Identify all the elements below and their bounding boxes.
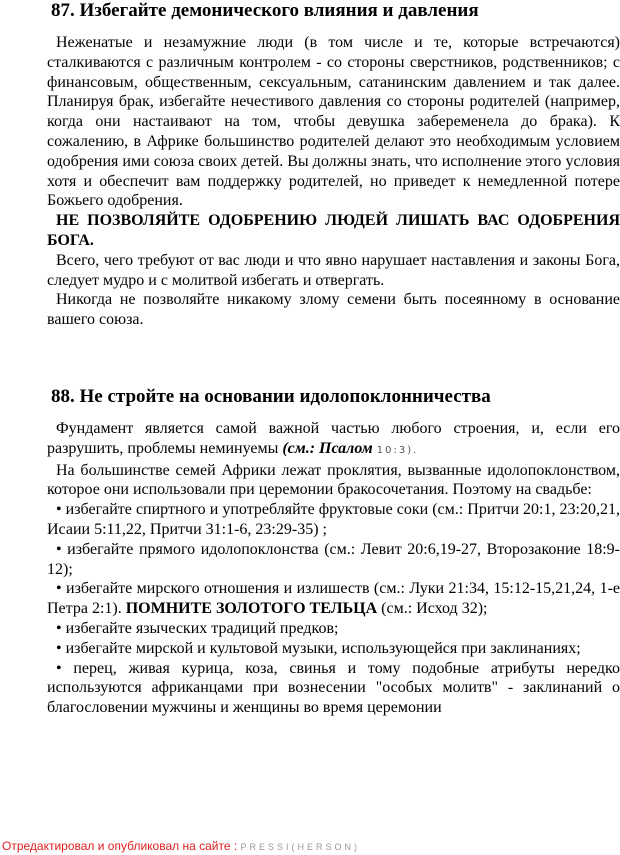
- paragraph: [47, 419, 620, 461]
- footer-credit: [2, 839, 360, 853]
- footer-text: Отредактировал и опубликовал на сайте :: [2, 839, 241, 853]
- paragraph-text: Фундамент является самой важной частью любого строения, и, если его разрушить, проблемы неминуемы: [47, 420, 620, 457]
- list-item-tail: (см.: Исход 32);: [377, 600, 488, 618]
- list-item: • избегайте языческих традиций предков;: [56, 619, 339, 637]
- section-87-body: [47, 33, 620, 330]
- list-item: [47, 579, 620, 619]
- section-88-title: 88. Не стройте на основании идолопоклонничества: [51, 386, 491, 407]
- emphasis-paragraph: НЕ ПОЗВОЛЯЙТЕ ОДОБРЕНИЮ ЛЮДЕЙ ЛИШАТЬ ВАС ОДОБРЕНИЯ БОГА.: [47, 212, 620, 249]
- paragraph: Никогда не позволяйте никакому злому семени быть посеянному в основание вашего союза.: [47, 291, 620, 329]
- scripture-reference: (см.: Псалом: [282, 439, 373, 457]
- list-item: • избегайте спиртного и употребляйте фруктовые соки (см.: Притчи 20:1, 23:20,21, Исаии 5:11,22, Притчи 31:1-6, 23:29-35) ;: [47, 501, 620, 538]
- list-item: • избегайте прямого идолопоклонства (см.: Левит 20:6,19-27, Второзаконие 18:9-12);: [47, 540, 620, 578]
- paragraph: Неженатые и незамужние люди (в том числе и те, которые встречаются) сталкиваются с различным контролем - со стороны сверстников, родственников; с финансовым, общественным, сексуальным, сатанинским давлением и так далее. Планируя брак, избегайте нечестивого давления со стороны родителей (например, когда они настаивают на том, чтобы девушка забеременела до брака). К сожалению, в Африке большинство родителей делают это необходимым условием одобрения ими союза своих детей. Вы должны знать, что исполнение этого условия хотя и обеспечит вам поддержку родителей, но приведет к немедленной потере Божьего одобрения.: [47, 34, 620, 210]
- list-item-bold: ПОМНИТЕ ЗОЛОТОГО ТЕЛЬЦА: [125, 600, 378, 618]
- list-item: • перец, живая курица, коза, свинья и тому подобные атрибуты нередко используются африканцами при вознесении "особых молитв" - заклинаний о благословении мужчины и женщины во время церемонии: [47, 659, 620, 717]
- footer-site-link[interactable]: PRESSI(HERSON): [240, 842, 361, 852]
- scripture-reference-tail: 10:3).: [376, 444, 419, 456]
- section-87-title: 87. Избегайте демонического влияния и давления: [51, 0, 479, 21]
- paragraph: На большинстве семей Африки лежат проклятия, вызванные идолопоклонством, которое они использовали при церемонии бракосочетания. Поэтому на свадьбе:: [47, 461, 620, 499]
- section-88-body: [47, 419, 620, 718]
- list-item-text: • избегайте мирского отношения и излишеств (см.: Луки 21:34, 15:12-15,21,24, 1-е Петра 2:1).: [47, 580, 620, 618]
- list-item: • избегайте мирской и культовой музыки, использующейся при заклинаниях;: [56, 639, 581, 657]
- paragraph: Всего, чего требуют от вас люди и что явно нарушает наставления и законы Бога, следует мудро и с молитвой избегать и отвергать.: [47, 251, 620, 289]
